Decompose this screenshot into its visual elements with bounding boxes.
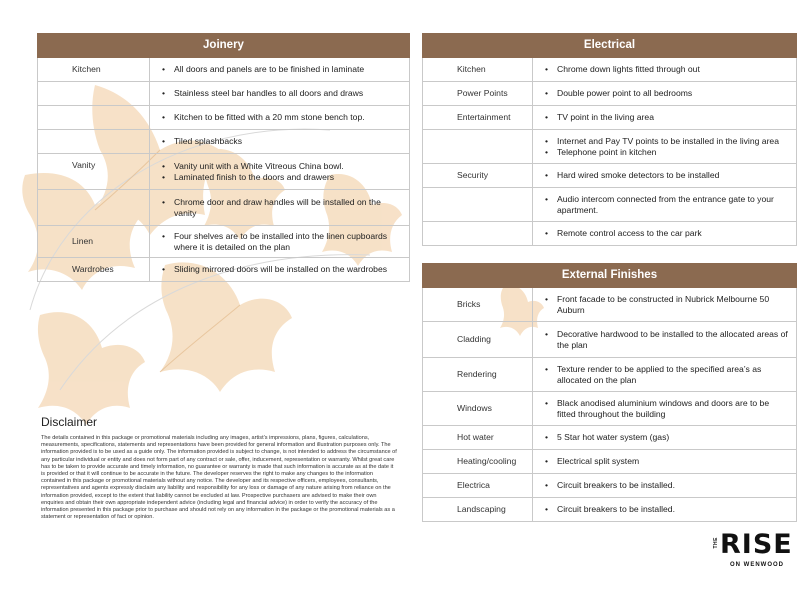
electrical-table — [422, 33, 797, 246]
table-row — [423, 106, 797, 130]
table-row — [423, 474, 797, 498]
row-category: Power Points — [423, 82, 533, 106]
row-category — [38, 106, 150, 130]
table-row — [423, 188, 797, 222]
list-item: • Circuit breakers to be installed. — [543, 480, 788, 491]
table-row — [38, 258, 410, 282]
joinery-table — [37, 33, 410, 282]
list-item: • Front facade to be constructed in Nubrick Melbourne 50 Auburn — [543, 294, 788, 315]
electrical-title: Electrical — [423, 34, 797, 58]
table-row — [38, 226, 410, 258]
list-item: • Laminated finish to the doors and drawers — [160, 172, 401, 183]
logo-name: RISE — [720, 529, 793, 560]
list-item: • Tiled splashbacks — [160, 136, 401, 147]
table-row — [423, 450, 797, 474]
table-row — [423, 498, 797, 522]
table-row — [423, 322, 797, 358]
row-category: Linen — [38, 226, 150, 258]
list-item: • All doors and panels are to be finished in laminate — [160, 64, 401, 75]
list-item: • Double power point to all bedrooms — [543, 88, 788, 99]
logo-subtitle: ON WENWOOD — [730, 562, 784, 568]
table-row — [423, 58, 797, 82]
list-item: • Internet and Pay TV points to be installed in the living area — [543, 136, 788, 147]
row-category: Wardrobes — [38, 258, 150, 282]
disclaimer-section — [41, 415, 398, 521]
list-item: • TV point in the living area — [543, 112, 788, 123]
list-item: • Chrome door and draw handles will be installed on the vanity — [160, 197, 401, 218]
list-item: • Black anodised aluminium windows and doors are to be fitted throughout the building — [543, 398, 788, 419]
list-item: • Electrical split system — [543, 456, 788, 467]
list-item: • Sliding mirrored doors will be installed on the wardrobes — [160, 264, 401, 275]
list-item: • Circuit breakers to be installed. — [543, 504, 788, 515]
list-item: • Texture render to be applied to the specified area’s as allocated on the plan — [543, 364, 788, 385]
row-category — [423, 130, 533, 164]
table-row — [38, 106, 410, 130]
row-category — [423, 222, 533, 246]
row-category: Heating/cooling — [423, 450, 533, 474]
table-row — [423, 82, 797, 106]
row-category: Windows — [423, 392, 533, 426]
table-row — [423, 288, 797, 322]
list-item: • Remote control access to the car park — [543, 228, 788, 239]
row-category: Security — [423, 164, 533, 188]
table-row — [38, 130, 410, 154]
table-row — [423, 222, 797, 246]
table-row — [423, 426, 797, 450]
table-row — [38, 82, 410, 106]
row-category: Kitchen — [38, 58, 150, 82]
external-finishes-table — [422, 263, 797, 522]
row-category: Rendering — [423, 358, 533, 392]
list-item: • Chrome down lights fitted through out — [543, 64, 788, 75]
list-item: • Telephone point in kitchen — [543, 147, 788, 158]
table-row — [423, 164, 797, 188]
table-row — [38, 154, 410, 190]
external-finishes-title: External Finishes — [423, 264, 797, 288]
table-row — [38, 58, 410, 82]
row-category — [38, 82, 150, 106]
list-item: • Vanity unit with a White Vitreous China bowl. — [160, 161, 401, 172]
logo-prefix: THE — [713, 537, 719, 549]
disclaimer-text: The details contained in this package or promotional materials including any images, artist’s impressions, plans, figures, calculations, measurements, specifications, statements and representations have been provided for general information and illustration purposes only. The information provided is to be used as a guide only. The information provided is subject to change, is not intended to address the circumstance of any particular individual or entity and does not form part of any contract or sale, offer, inducement, representation or warranty. Whilst great care has to be taken to provide accurate and timely information, no guarantee or warranty is made that such information is accurate as at the date it is provided or that it will continue to be accurate in the future. The developer reserves the right to make any changes to the information contained in this package or promotional materials without any notice. The developer and its respective officers, employees, consultants, representatives and agents expressly disclaim any liability and responsibility for any loss or damage of any nature arising from reliance on the information provided, except to the extent that liability cannot be excluded at law. Prospective purchasers are advised to make their own enquiries and obtain their own appropriate independent advice (including legal and financial advice) in order to verify the accuracy of the information presented in this package prior to purchase and should not rely on any information in the package or the promotional materials as a statement or representation of fact or opinion. — [41, 435, 397, 521]
joinery-title: Joinery — [38, 34, 410, 58]
table-row — [423, 130, 797, 164]
the-rise-logo — [712, 529, 800, 573]
list-item: • Stainless steel bar handles to all doors and draws — [160, 88, 401, 99]
row-category: Vanity — [38, 154, 150, 190]
list-item: • Kitchen to be fitted with a 20 mm stone bench top. — [160, 112, 401, 123]
row-category: Kitchen — [423, 58, 533, 82]
list-item: • Audio intercom connected from the entrance gate to your apartment. — [543, 194, 788, 215]
row-category: Landscaping — [423, 498, 533, 522]
row-category — [423, 188, 533, 222]
disclaimer-title: Disclaimer — [41, 415, 98, 429]
row-category: Cladding — [423, 322, 533, 358]
row-category — [38, 190, 150, 226]
row-category: Electrica — [423, 474, 533, 498]
list-item: • Decorative hardwood to be installed to the allocated areas of the plan — [543, 329, 788, 350]
list-item: • Hard wired smoke detectors to be installed — [543, 170, 788, 181]
row-category: Entertainment — [423, 106, 533, 130]
row-category: Hot water — [423, 426, 533, 450]
table-row — [38, 190, 410, 226]
list-item: • Four shelves are to be installed into the linen cupboards where it is detailed on the plan — [160, 231, 401, 252]
table-row — [423, 392, 797, 426]
table-row — [423, 358, 797, 392]
list-item: • 5 Star hot water system (gas) — [543, 432, 788, 443]
row-category: Bricks — [423, 288, 533, 322]
row-category — [38, 130, 150, 154]
